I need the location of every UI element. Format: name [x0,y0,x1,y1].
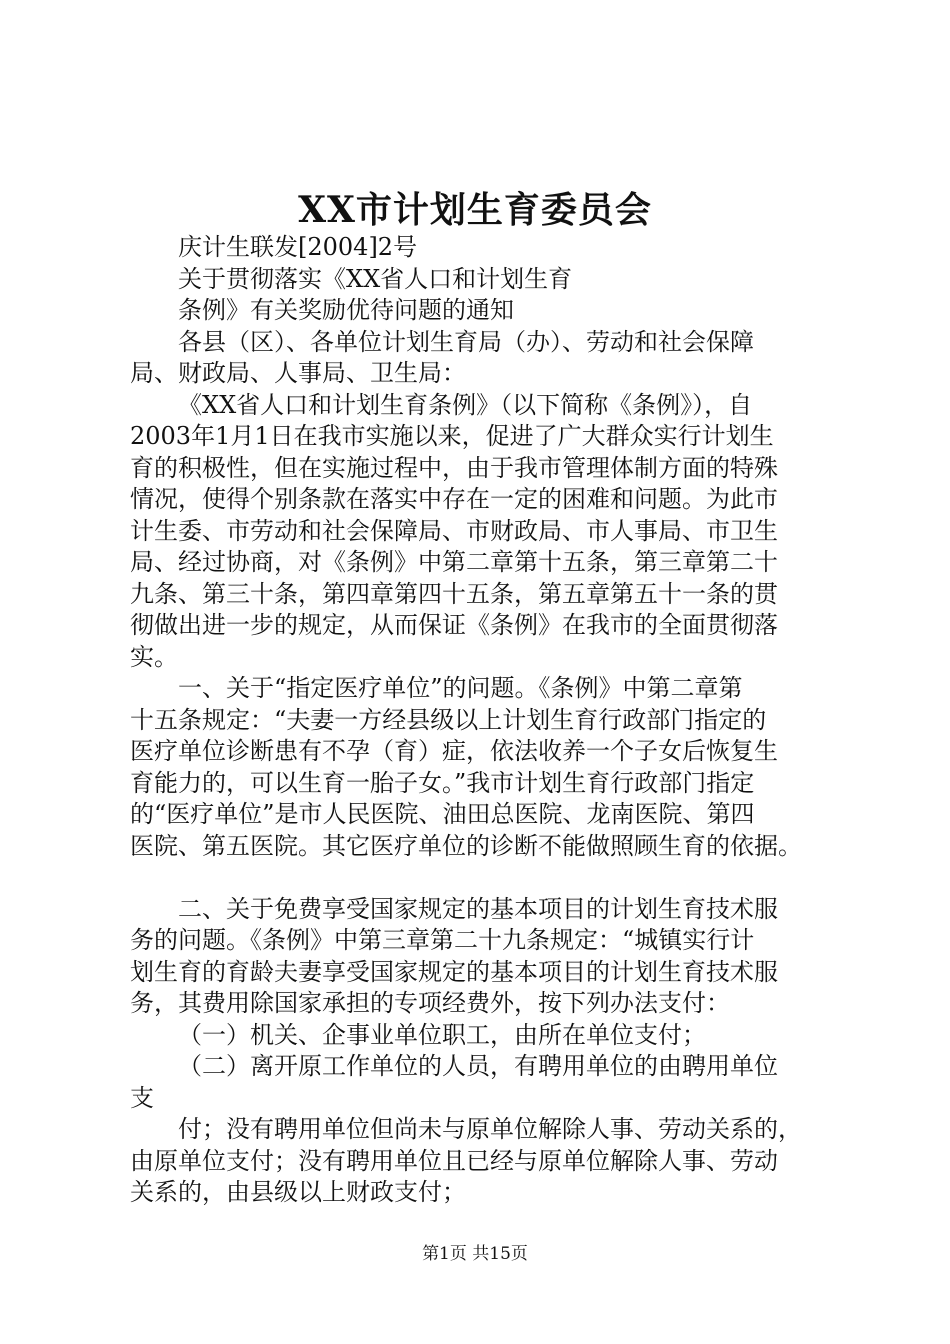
page-footer: 第1页 共15页 [422,1244,528,1264]
document-body [130,232,840,1209]
text-line: 二、关于免费享受国家规定的基本项目的计划生育技术服 [178,894,778,923]
text-line: 由原单位支付；没有聘用单位且已经与原单位解除人事、劳动 [130,1146,778,1175]
text-line: 各县（区）、各单位计划生育局（办）、劳动和社会保障 [178,327,754,356]
paragraph-gap [130,862,840,894]
document-title: XX市计划生育委员会 [298,189,652,231]
text-line: 彻做出进一步的规定，从而保证《条例》在我市的全面贯彻落 [130,611,778,639]
text-line: 育的积极性，但在实施过程中，由于我市管理体制方面的特殊 [130,453,778,482]
text-line: 付；没有聘用单位但尚未与原单位解除人事、劳动关系的， [178,1115,802,1143]
text-line: 育能力的，可以生育一胎子女。”我市计划生育行政部门指定 [130,768,755,797]
text-line: 医疗单位诊断患有不孕（育）症，依法收养一个子女后恢复生 [130,737,778,765]
text-line: （一）机关、企事业单位职工，由所在单位支付； [178,1020,706,1049]
text-line: （二）离开原工作单位的人员，有聘用单位的由聘用单位 [178,1052,778,1080]
text-line: 九条、第三十条，第四章第四十五条，第五章第五十一条的贯 [130,579,778,608]
text-line: 十五条规定：“夫妻一方经县级以上计划生育行政部门指定的 [130,705,767,734]
text-line: 实。 [130,642,178,671]
text-line: 情况，使得个别条款在落实中存在一定的困难和问题。为此市 [130,485,778,513]
text-line: 务的问题。《条例》中第三章第二十九条规定：“城镇实行计 [130,926,755,954]
text-line: 关系的，由县级以上财政支付； [130,1178,466,1206]
text-line: 条例》有关奖励优待问题的通知 [178,296,514,324]
text-line: 医院、第五医院。其它医疗单位的诊断不能做照顾生育的依据。 [130,831,802,860]
text-line: 支 [130,1083,154,1112]
text-line: 计生委、市劳动和社会保障局、市财政局、市人事局、市卫生 [130,516,778,545]
text-line: 《XX省人口和计划生育条例》（以下简称《条例》），自 [178,390,753,419]
text-line: 划生育的育龄夫妻享受国家规定的基本项目的计划生育技术服 [130,957,778,986]
text-line: 局、财政局、人事局、卫生局： [130,359,466,387]
text-line: 庆计生联发[2004]2号 [178,233,418,261]
text-line: 一、关于“指定医疗单位”的问题。《条例》中第二章第 [178,674,743,702]
text-line: 的“医疗单位”是市人民医院、油田总医院、龙南医院、第四 [130,800,755,828]
text-line: 2003年1月1日在我市实施以来，促进了广大群众实行计划生 [130,422,774,450]
text-line: 局、经过协商，对《条例》中第二章第十五条，第三章第二十 [130,548,778,576]
text-line: 务，其费用除国家承担的专项经费外，按下列办法支付： [130,989,730,1017]
text-line: 关于贯彻落实《XX省人口和计划生育 [178,264,573,293]
